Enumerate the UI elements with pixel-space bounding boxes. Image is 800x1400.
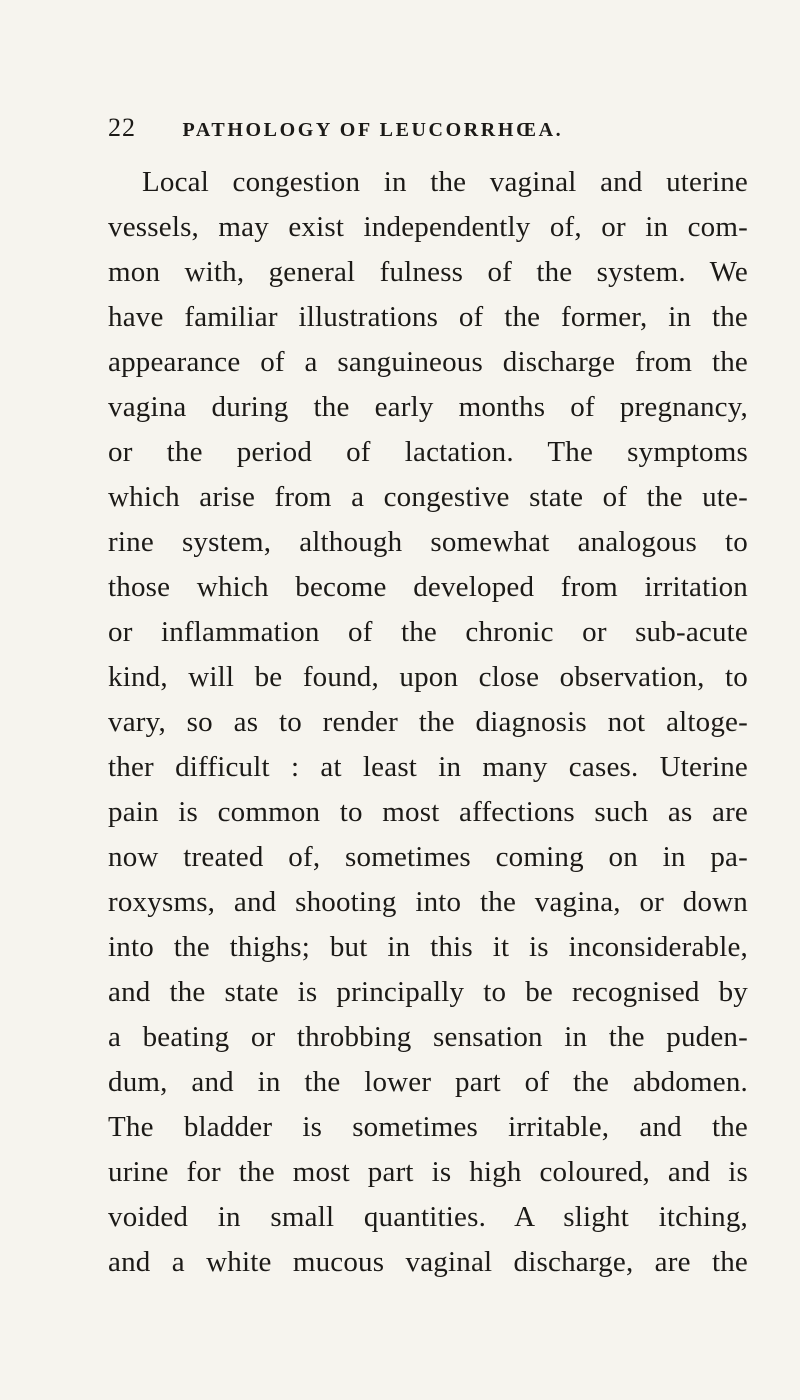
text-line: The bladder is sometimes irritable, and the: [108, 1111, 748, 1143]
text-line: vessels, may exist independently of, or in com-: [108, 211, 748, 243]
body-paragraph: [108, 160, 748, 1285]
text-line: a beating or throbbing sensation in the puden-: [108, 1021, 748, 1053]
text-line: which arise from a congestive state of the ute-: [108, 481, 748, 513]
text-line: ther difficult : at least in many cases. Uterine: [108, 751, 748, 783]
text-line: urine for the most part is high coloured, and is: [108, 1156, 748, 1188]
text-line: into the thighs; but in this it is inconsiderable,: [108, 931, 748, 963]
text-line: or inflammation of the chronic or sub-acute: [108, 616, 748, 648]
text-line: those which become developed from irritation: [108, 571, 748, 603]
text-line: vary, so as to render the diagnosis not altoge-: [108, 706, 748, 738]
text-line: now treated of, sometimes coming on in pa-: [108, 841, 748, 873]
page-number: 22: [108, 113, 136, 142]
text-line: and the state is principally to be recognised by: [108, 976, 748, 1008]
text-line: Local congestion in the vaginal and uterine: [142, 166, 748, 198]
text-line: rine system, although somewhat analogous to: [108, 526, 748, 558]
text-line: vagina during the early months of pregnancy,: [108, 391, 748, 423]
text-line: kind, will be found, upon close observation, to: [108, 661, 748, 693]
text-line: and a white mucous vaginal discharge, are the: [108, 1246, 748, 1278]
running-head: [108, 108, 748, 148]
text-line: or the period of lactation. The symptoms: [108, 436, 748, 468]
text-line: pain is common to most affections such as are: [108, 796, 748, 828]
text-line: dum, and in the lower part of the abdomen.: [108, 1066, 748, 1098]
text-line: roxysms, and shooting into the vagina, or down: [108, 886, 748, 918]
text-line: voided in small quantities. A slight itching,: [108, 1201, 748, 1233]
text-line: appearance of a sanguineous discharge from the: [108, 346, 748, 378]
running-title: PATHOLOGY OF LEUCORRHŒA.: [182, 119, 564, 141]
text-line: have familiar illustrations of the former, in the: [108, 301, 748, 333]
text-line: mon with, general fulness of the system. We: [108, 256, 748, 288]
